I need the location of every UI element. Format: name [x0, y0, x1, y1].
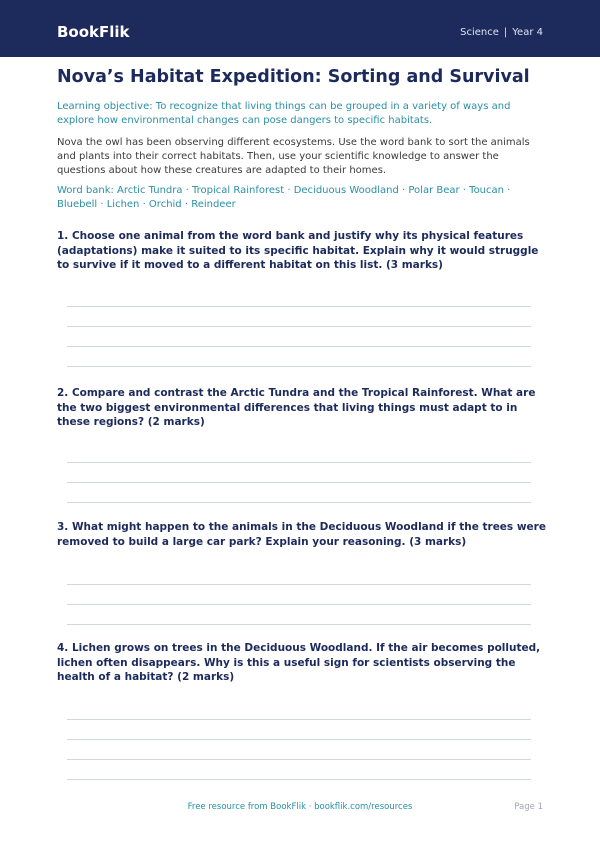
subject-label: Science: [460, 27, 499, 38]
answer-line[interactable]: [67, 719, 531, 720]
answer-line[interactable]: [67, 739, 531, 740]
worksheet-title: Nova’s Habitat Expedition: Sorting and Survival: [57, 67, 530, 87]
page-number: Page 1: [514, 802, 543, 812]
word-bank: Word bank: Arctic Tundra · Tropical Rainforest · Deciduous Woodland · Polar Bear · Toucan · Bluebell · Lichen · Orchid · Reindeer: [57, 185, 511, 210]
footer-credit: Free resource from BookFlik · bookflik.com/resources: [187, 802, 413, 812]
intro-paragraph: Nova the owl has been observing different ecosystems. Use the word bank to sort the animals and plants into their correct habitats. Then, use your scientific knowledge to answer the questions about how these creatures are adapted to their homes.: [57, 137, 530, 176]
answer-line[interactable]: [67, 502, 531, 503]
answer-line[interactable]: [67, 366, 531, 367]
answer-line[interactable]: [67, 604, 531, 605]
answer-line[interactable]: [67, 779, 531, 780]
year-label: Year 4: [512, 27, 543, 38]
answer-line[interactable]: [67, 462, 531, 463]
answer-line[interactable]: [67, 306, 531, 307]
page-header: [0, 0, 600, 57]
question-4: 4. Lichen grows on trees in the Deciduous Woodland. If the air becomes polluted, lichen often disappears. Why is this a useful sign for scientists observing the health of a habitat? (2 marks): [57, 642, 541, 683]
question-3: 3. What might happen to the animals in the Deciduous Woodland if the trees were removed to build a large car park? Explain your reasoning. (3 marks): [57, 521, 546, 548]
answer-line[interactable]: [67, 624, 531, 625]
answer-line[interactable]: [67, 584, 531, 585]
answer-line[interactable]: [67, 326, 531, 327]
brand-logo-text: BookFlik: [57, 23, 130, 41]
question-1: 1. Choose one animal from the word bank and justify why its physical features (adaptations) make it suited to its specific habitat. Explain why it would struggle to survive if it moved to a different habitat on this list. (3 marks): [57, 230, 539, 271]
learning-objective: Learning objective: To recognize that living things can be grouped in a variety of ways and explore how environmental changes can pose dangers to specific habitats.: [57, 101, 511, 126]
meta-separator: |: [503, 27, 508, 38]
answer-line[interactable]: [67, 346, 531, 347]
answer-line[interactable]: [67, 759, 531, 760]
subject-year-label: [460, 27, 543, 38]
answer-line[interactable]: [67, 482, 531, 483]
question-2: 2. Compare and contrast the Arctic Tundra and the Tropical Rainforest. What are the two biggest environmental differences that living things must adapt to in these regions? (2 marks): [57, 387, 536, 428]
